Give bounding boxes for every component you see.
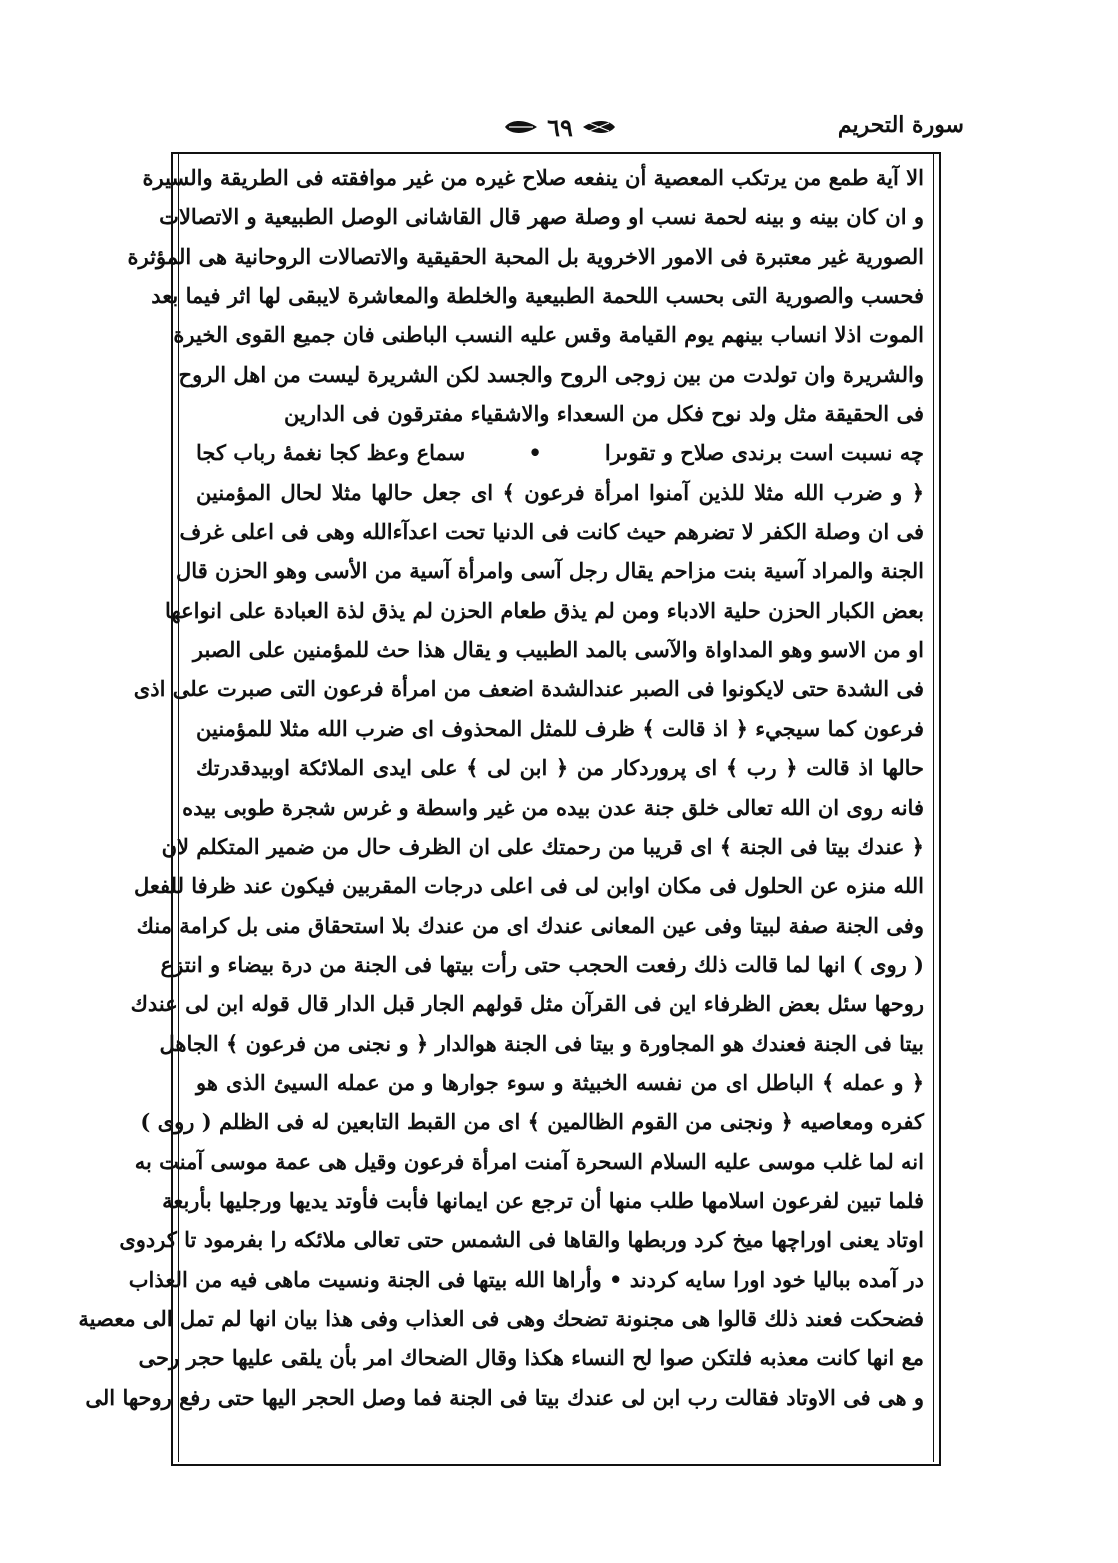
text-line: وفى الجنة صفة لبيتا وفى عين المعانى عندك اى من عندك بلا استحقاق منى بل كرامة منك <box>136 912 924 938</box>
page-header <box>150 106 970 150</box>
main-text <box>78 158 924 1417</box>
text-line: فضحكت فعند ذلك قالوا هى مجنونة تضحك وهى فى العذاب وفى هذا بيان انها لم تمل الى معصية <box>78 1305 924 1331</box>
text-line: فرعون كما سيجيء ﴿ اذ قالت ﴾ ظرف للمثل المحذوف اى ضرب الله مثلا للمؤمنين <box>196 715 924 741</box>
text-line: الله منزه عن الحلول فى مكان اوابن لى فى اعلى درجات المقربين فيكون عند ظرفا للفعل <box>133 873 924 899</box>
text-line: كفره ومعاصيه ﴿ ونجنى من القوم الظالمين ﴾ اى من القبط التابعين له فى الظلم ( روى ) <box>140 1109 924 1135</box>
text-line: فحسب والصورية التى بحسب اللحمة الطبيعية والخلطة والمعاشرة لايبقى لها اثر فيما بعد <box>151 283 924 309</box>
verse-hemistich-right: چه نسبت است برندى صلاح و تقوىرا <box>604 440 924 466</box>
text-line: الا آية طمع من يرتكب المعصية أن ينفعه صلاح غيره من غير موافقته فى الطريقة والسيرة <box>142 165 924 190</box>
text-line: در آمده بباليا خود اورا سايه كردند • وأراها الله بيتها فى الجنة ونسيت ماهى فيه من العذاب <box>128 1266 924 1292</box>
text-line: فى ان وصلة الكفر لا تضرهم حيث كانت فى الدنيا تحت اعدآءالله وهى فى اعلى غرف <box>179 519 924 545</box>
page-number: ٦٩ <box>547 112 573 142</box>
text-line: بعض الكبار الحزن حلية الادباء ومن لم يذق طعام الحزن لم يذق لذة العبادة على انواعها <box>164 597 924 623</box>
page-number-group <box>490 110 630 144</box>
text-line: روحها سئل بعض الظرفاء اين فى القرآن مثل قولهم الجار قبل الدار قال قوله ابن لى عندك <box>130 991 924 1017</box>
text-line: او من الاسو وهو المداواة والآسى بالمد الطبيب و يقال هذا حث للمؤمنين على الصبر <box>192 637 924 663</box>
text-line: والشريرة وان تولدت من بين زوجى الروح والجسد لكن الشريرة ليست من اهل الروح <box>178 361 924 387</box>
leaf-ornament-icon <box>581 118 617 136</box>
text-line: ﴿ و عمله ﴾ الباطل اى من نفسه الخبيثة و سوء جوارها و من عمله السيئ الذى هو <box>196 1069 924 1095</box>
surah-title: سورة التحريم <box>837 112 964 138</box>
text-line: فى الحقيقة مثل ولد نوح فكل من السعداء والاشقياء مفترقون فى الدارين <box>284 401 924 427</box>
text-line: حالها اذ قالت ﴿ رب ﴾ اى پروردكار من ﴿ ابن لى ﴾ على ايدى الملائكة اوبيدقدرتك <box>196 755 924 781</box>
text-line: فلما تبين لفرعون اسلامها طلب منها أن ترجع عن ايمانها فأبت فأوتد يديها ورجليها بأربعة <box>162 1187 924 1213</box>
leaf-ornament-icon <box>503 118 539 136</box>
text-line: الجنة والمراد آسية بنت مزاحم يقال رجل آسى وامرأة آسية من الأسى وهو الحزن قال <box>176 558 924 584</box>
text-line: انه لما غلب موسى عليه السلام السحرة آمنت امرأة فرعون وقيل هى عمة موسى آمنت به <box>134 1148 924 1174</box>
text-line: و هى فى الاوتاد فقالت رب ابن لى عندك بيتا فى الجنة فما وصل الحجر اليها حتى رفع روحها الى <box>85 1384 924 1410</box>
text-line: ( روى ) انها لما قالت ذلك رفعت الحجب حتى رأت بيتها فى الجنة من درة بيضاء و انتزع <box>160 951 924 977</box>
text-line: ﴿ و ضرب الله مثلا للذين آمنوا امرأة فرعون ﴾ اى جعل حالها مثلا لحال المؤمنين <box>196 479 924 505</box>
text-line: مع انها كانت معذبه فلتكن صوا لح النساء هكذا وقال الضحاك امر بأن يلقى عليها حجر رحى <box>138 1345 924 1371</box>
text-line: اوتاد يعنى اوراچها ميخ كرد وربطها والقاها فى الشمس حتى تعالى ملائكه را بفرمود تا كردوى <box>119 1227 924 1253</box>
text-line: فانه روى ان الله تعالى خلق جنة عدن بيده من غير واسطة و غرس شجرة طوبى بيده <box>182 794 924 820</box>
text-line: بيتا فى الجنة فعندك هو المجاورة و بيتا فى الجنة هوالدار ﴿ و نجنى من فرعون ﴾ الجاهل <box>159 1030 924 1056</box>
verse-separator: • <box>528 440 542 466</box>
text-line: ﴿ عندك بيتا فى الجنة ﴾ اى قريبا من رحمتك على ان الظرف حال من ضمير المتكلم لان <box>161 833 924 859</box>
text-line: الموت اذلا انساب بينهم يوم القيامة وقس عليه النسب الباطنى فان جميع القوى الخيرة <box>173 322 924 348</box>
text-line: و ان كان بينه و بينه لحمة نسب او وصلة صهر قال القاشانى الوصل الطبيعية و الاتصالات <box>159 204 924 230</box>
verse-hemistich-left: سماع وعظ كجا نغمهٔ رباب كجا <box>196 440 466 466</box>
text-line: فى الشدة حتى لايكونوا فى الصبر عندالشدة اضعف من امرأة فرعون التى صبرت على اذى <box>133 676 924 702</box>
text-line: الصورية غير معتبرة فى الامور الاخروية بل المحبة الحقيقية والاتصالات الروحانية هى المؤثرة <box>127 243 924 269</box>
persian-verse <box>196 433 924 472</box>
